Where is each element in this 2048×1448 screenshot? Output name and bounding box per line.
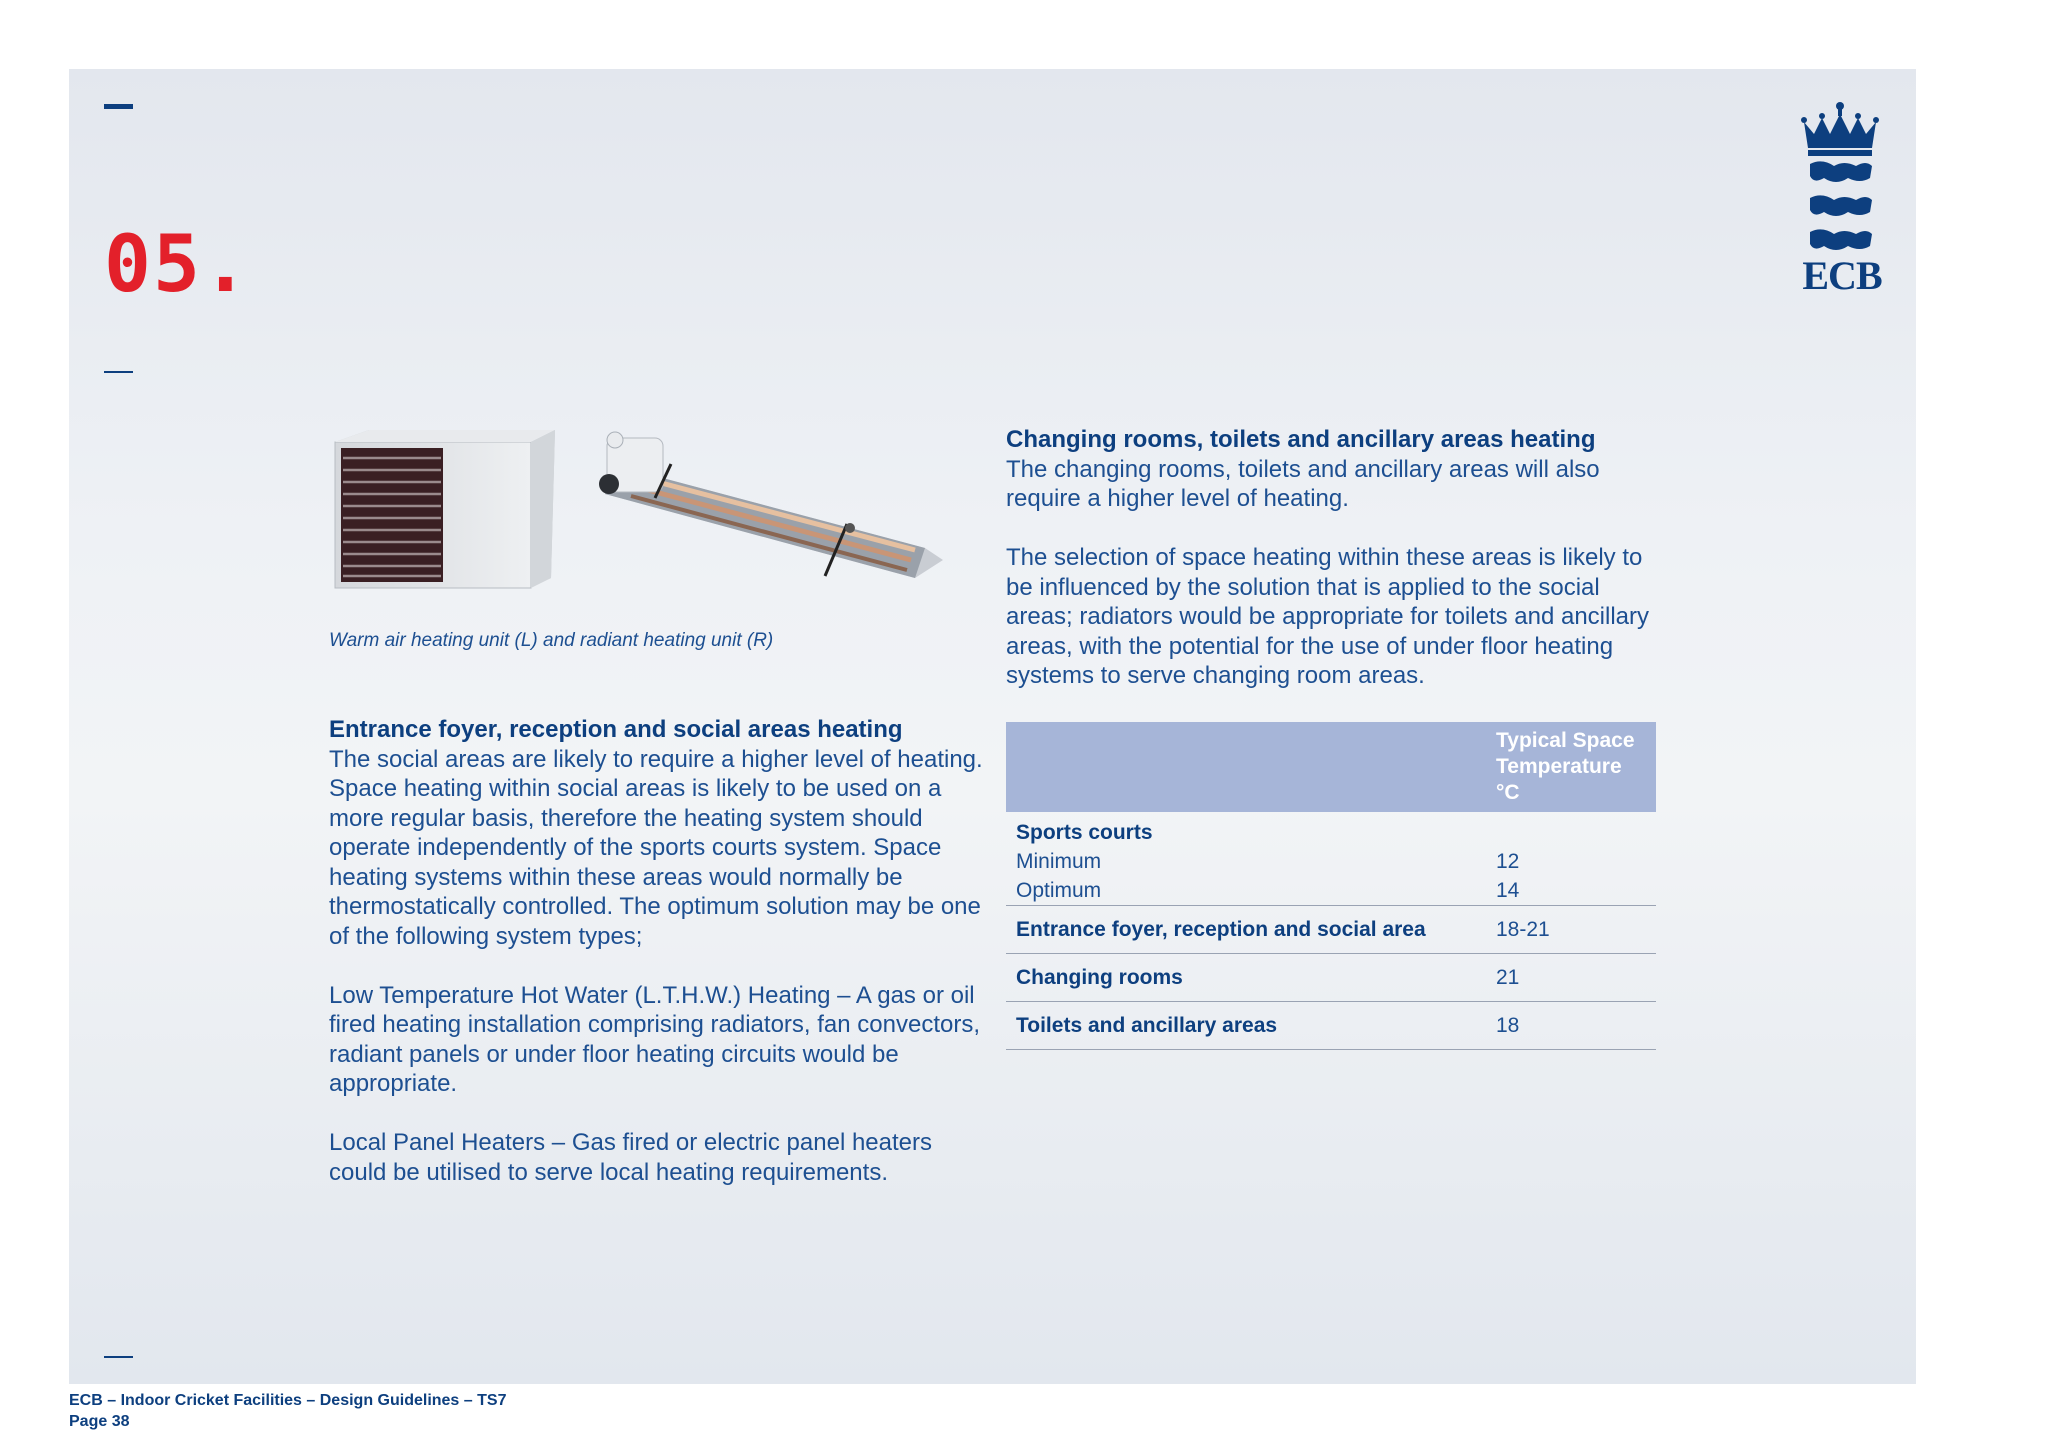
right-paragraph-2: The selection of space heating within these areas is likely to be influenced by the solution that is applied to the social areas; radiators would be appropriate for toilets and ancillary areas, with the potential for the use of under floor heating systems to serve changing room areas. — [1006, 544, 1650, 689]
row-value: 18 — [1486, 1002, 1656, 1050]
group-label: Sports courts — [1016, 821, 1153, 844]
table-row — [1006, 1002, 1656, 1050]
min-label: Minimum — [1016, 850, 1102, 873]
warm-air-heater-image — [329, 428, 555, 592]
left-paragraph-2: Low Temperature Hot Water (L.T.H.W.) Heating – A gas or oil fired heating installation comprising radiators, fan convectors, radiant panels or under floor heating circuits would be appropriate. — [329, 981, 980, 1097]
footer-page-number: Page 38 — [69, 1413, 130, 1430]
left-paragraph-3: Local Panel Heaters – Gas fired or electric panel heaters could be utilised to serve local heating requirements. — [329, 1129, 932, 1186]
table-header-temp — [1486, 722, 1656, 812]
radiant-heater-image — [585, 428, 945, 588]
table-header-row — [1006, 722, 1656, 812]
image-caption: Warm air heating unit (L) and radiant heating unit (R) — [329, 630, 774, 651]
table-row — [1006, 847, 1656, 876]
row-label: Entrance foyer, reception and social area — [1006, 906, 1486, 954]
opt-value: 14 — [1496, 879, 1520, 902]
opt-label: Optimum — [1016, 879, 1102, 902]
table-row — [1006, 876, 1656, 906]
min-value: 12 — [1496, 850, 1520, 873]
row-label: Toilets and ancillary areas — [1006, 1002, 1486, 1050]
row-label: Changing rooms — [1006, 954, 1486, 1002]
row-value: 18-21 — [1486, 906, 1656, 954]
left-section — [329, 715, 989, 1217]
table-row — [1006, 954, 1656, 1002]
right-paragraph-1: The changing rooms, toilets and ancillary areas will also require a higher level of heating. — [1006, 455, 1600, 512]
top-dash — [104, 104, 133, 109]
table-header-empty — [1006, 722, 1486, 812]
group-value-empty — [1486, 812, 1656, 847]
right-section-heading: Changing rooms, toilets and ancillary areas heating — [1006, 426, 1596, 453]
footer-title: ECB – Indoor Cricket Facilities – Design Guidelines – TS7 — [69, 1392, 507, 1409]
header-line-1: Typical Space — [1496, 729, 1635, 752]
left-paragraph-1: The social areas are likely to require a higher level of heating. Space heating within social areas is likely to be used on a more regular basis, therefore the heating system should operate independently of the sports courts system. Space heating systems within these areas would normally be thermostatically controlled. The optimum solution may be one of the following system types; — [329, 745, 983, 950]
table-row-group — [1006, 812, 1656, 847]
mid-dash — [104, 371, 133, 373]
chapter-number: 05. — [104, 220, 251, 310]
ecb-logo-text: ECB — [1802, 253, 1882, 298]
bottom-dash — [104, 1356, 133, 1358]
temperature-table — [1006, 722, 1656, 1050]
header-line-2: Temperature °C — [1496, 755, 1622, 804]
left-section-heading: Entrance foyer, reception and social areas heating — [329, 716, 903, 743]
page-footer — [69, 1390, 506, 1432]
table-row — [1006, 906, 1656, 954]
row-value: 21 — [1486, 954, 1656, 1002]
right-section — [1006, 425, 1666, 720]
